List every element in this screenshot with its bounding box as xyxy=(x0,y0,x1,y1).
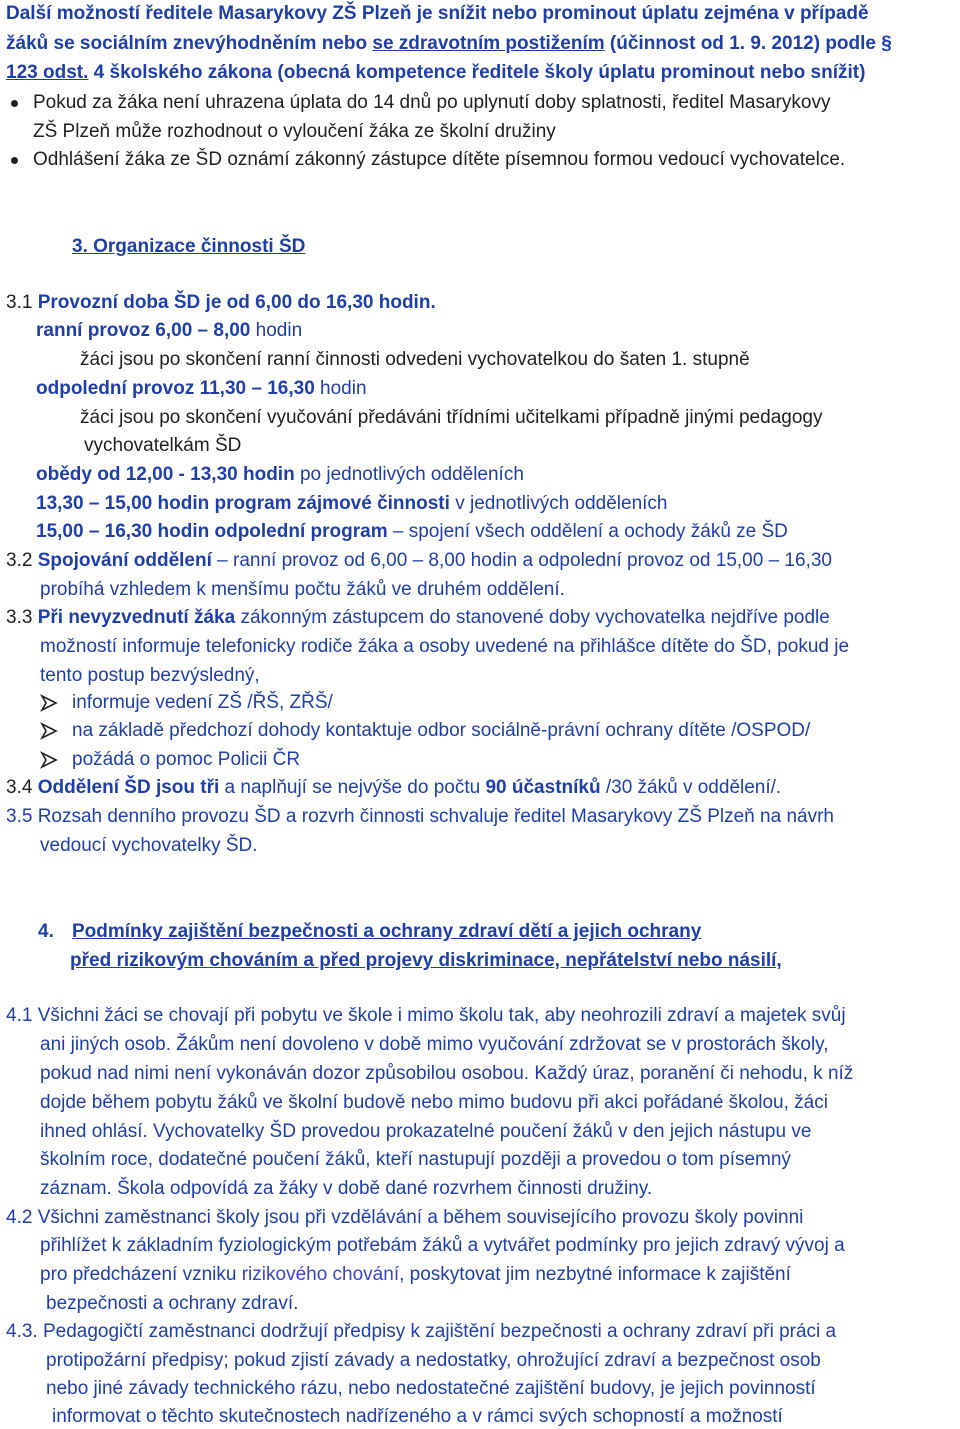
s32-line-2: probíhá vzhledem k menšímu počtu žáků ve druhém oddělení. xyxy=(40,579,565,600)
intro-line-3 xyxy=(6,61,865,85)
obedy-line xyxy=(36,463,524,487)
arrow-bullet-icon xyxy=(40,751,58,769)
s32-label: Spojování oddělení xyxy=(37,550,212,571)
s31-line xyxy=(6,291,436,315)
s43-line-1: 4.3. Pedagogičtí zaměstnanci dodržují předpisy k zajištění bezpečnosti a ochrany zdraví při práci a xyxy=(6,1321,837,1342)
rizikove-chovani-link[interactable]: rizikového chování xyxy=(241,1264,400,1285)
s34-mid: a naplňují se nejvýše do počtu xyxy=(219,777,486,798)
s31-num: 3.1 xyxy=(6,292,38,313)
bullet-2-line-1: Odhlášení žáka ze ŠD oznámí zákonný zástupce dítěte písemnou formou vedoucí vychovatelce. xyxy=(33,149,846,170)
s33-rest: zákonným zástupcem do stanovené doby vychovatelka nejdříve podle xyxy=(235,607,830,628)
s41-line-6: školním roce, dodatečné poučení žáků, kteří nastupují později a provedou o tom písemný xyxy=(40,1149,791,1170)
s34-bold: 90 účastníků xyxy=(485,777,601,798)
ranni-desc: žáci jsou po skončení ranní činnosti odvedeni vychovatelkou do šaten 1. stupně xyxy=(80,349,750,370)
intro-link-odst[interactable]: 123 odst. xyxy=(6,62,89,83)
intro-link-zdravotni[interactable]: se zdravotním postižením xyxy=(372,33,605,54)
s35-line-1: 3.5 Rozsah denního provozu ŠD a rozvrh činnosti schvaluje ředitel Masarykovy ZŠ Plzeň na návrh xyxy=(6,806,834,827)
s43-line-2: protipožární předpisy; pokud zjistí závady a nedostatky, ohrožující zdraví a bezpečnost osob xyxy=(46,1350,821,1371)
odpol-prog-rest: – spojení všech oddělení a ochody žáků ze ŠD xyxy=(387,521,788,542)
bullet-1-line-1: Pokud za žáka není uhrazena úplata do 14 dnů po uplynutí doby splatnosti, ředitel Masarykovy xyxy=(33,92,831,113)
s35-line-2: vedoucí vychovatelky ŠD. xyxy=(40,835,258,856)
s34-num: 3.4 xyxy=(6,777,38,798)
odpol-prog-label: 15,00 – 16,30 hodin odpolední program xyxy=(36,521,388,542)
s33-label: Při nevyzvednutí žáka xyxy=(37,607,236,628)
s32-line-1 xyxy=(6,549,832,573)
ranni-rest: hodin xyxy=(250,320,303,341)
s42-line-4: bezpečnosti a ochrany zdraví. xyxy=(46,1293,299,1314)
odpoledni-label: odpolední provoz 11,30 – 16,30 xyxy=(36,378,315,399)
s41-line-4: dojde během pobytu žáků ve školní budově nebo mimo budovu při akci pořádané školou, žáci xyxy=(40,1092,828,1113)
s33-item-3: požádá o pomoc Policii ČR xyxy=(72,749,301,770)
s43-line-3: nebo jiné závady technického rázu, nebo nedostatečné zajištění budovy, je jejich povinností xyxy=(46,1378,816,1399)
s42-line-3 xyxy=(40,1263,791,1287)
intro-line-2c: (účinnost od 1. 9. 2012) podle § xyxy=(604,33,892,54)
odpoledni-desc-2: vychovatelkám ŠD xyxy=(84,435,242,456)
s41-line-1: 4.1 Všichni žáci se chovají při pobytu ve škole i mimo školu tak, aby neohrozili zdraví a majetek svůj xyxy=(6,1005,846,1026)
bullet-icon xyxy=(11,157,18,164)
s42-line-1: 4.2 Všichni zaměstnanci školy jsou při vzdělávání a během souvisejícího provozu školy povinni xyxy=(6,1207,804,1228)
s33-item-2: na základě předchozí dohody kontaktuje odbor sociálně-právní ochrany dítěte /OSPOD/ xyxy=(72,720,811,741)
ranni-label: ranní provoz 6,00 – 8,00 xyxy=(36,320,251,341)
intro-line-3b: 4 školského zákona (obecná kompetence ředitele školy úplatu prominout nebo snížit) xyxy=(88,62,866,83)
s41-line-7: záznam. Škola odpovídá za žáky v době dané rozvrhem činnosti družiny. xyxy=(40,1178,653,1199)
s33-line-2: možností informuje telefonicky rodiče žáka a osoby uvedené na přihlášce dítěte do ŠD, pokud je xyxy=(40,636,850,657)
s42-line-3c: , poskytovat jim nezbytné informace k zajištění xyxy=(399,1264,791,1285)
intro-line-2 xyxy=(6,32,892,56)
odpoledni-rest: hodin xyxy=(314,378,367,399)
s33-line-1 xyxy=(6,606,830,630)
s34-label: Oddělení ŠD jsou tři xyxy=(37,777,220,798)
s43-line-4: informovat o těchto skutečnostech nadřízeného a v rámci svých schopností a možností xyxy=(52,1406,783,1427)
section-3-heading: 3. Organizace činnosti ŠD xyxy=(72,236,306,257)
obedy-rest: po jednotlivých odděleních xyxy=(294,464,524,485)
arrow-bullet-icon xyxy=(40,722,58,740)
s41-line-3: pokud nad nimi není vykonáván dozor způsobilou osobou. Každý úraz, poranění či nehodu, k níž xyxy=(40,1063,854,1084)
odpoledni-line xyxy=(36,377,367,401)
arrow-bullet-icon xyxy=(40,694,58,712)
s32-rest: – ranní provoz od 6,00 – 8,00 hodin a odpolední provoz od 15,00 – 16,30 xyxy=(211,550,832,571)
s41-line-2: ani jiných osob. Žákům není dovoleno v době mimo vyučování zdržovat se v prostorách školy, xyxy=(40,1034,829,1055)
s42-line-2: přihlížet k základním fyziologickým potřebám žáků a vytvářet podmínky pro jejich zdravý vývoj a xyxy=(40,1235,845,1256)
intro-line-2a: žáků se sociálním znevýhodněním nebo xyxy=(6,33,373,54)
s34-line xyxy=(6,776,781,800)
s33-num: 3.3 xyxy=(6,607,38,628)
bullet-1-line-2: ZŠ Plzeň může rozhodnout o vyloučení žáka ze školní družiny xyxy=(33,121,556,142)
s31-text: Provozní doba ŠD je od 6,00 do 16,30 hodin. xyxy=(37,292,436,313)
s34-rest: /30 žáků v oddělení/. xyxy=(600,777,782,798)
s32-num: 3.2 xyxy=(6,550,38,571)
section-4-number: 4. xyxy=(38,921,54,942)
zajmove-rest: v jednotlivých odděleních xyxy=(449,493,668,514)
intro-line-1: Další možností ředitele Masarykovy ZŠ Plzeň je snížit nebo prominout úplatu zejména v případě xyxy=(6,3,869,24)
s41-line-5: ihned ohlásí. Vychovatelky ŠD provedou prokazatelné poučení žáků v den jejich nástupu ve xyxy=(40,1121,812,1142)
s33-line-3: tento postup bezvýsledný, xyxy=(40,665,260,686)
zajmove-label: 13,30 – 15,00 hodin program zájmové činnosti xyxy=(36,493,450,514)
s42-line-3a: pro předcházení vzniku xyxy=(40,1264,242,1285)
ranni-line xyxy=(36,319,302,343)
zajmove-line xyxy=(36,492,668,516)
obedy-label: obědy od 12,00 - 13,30 hodin xyxy=(36,464,295,485)
section-4-heading-line-1: Podmínky zajištění bezpečnosti a ochrany zdraví dětí a jejich ochrany xyxy=(72,921,702,942)
bullet-icon xyxy=(11,100,18,107)
section-4-heading-line-2: před rizikovým chováním a před projevy diskriminace, nepřátelství nebo násilí, xyxy=(70,950,782,971)
odpoledni-desc-1: žáci jsou po skončení vyučování předáváni třídními učitelkami případně jinými pedagogy xyxy=(80,407,823,428)
odpol-prog-line xyxy=(36,520,788,544)
s33-item-1: informuje vedení ZŠ /ŘŠ, ZŘŠ/ xyxy=(72,692,333,713)
